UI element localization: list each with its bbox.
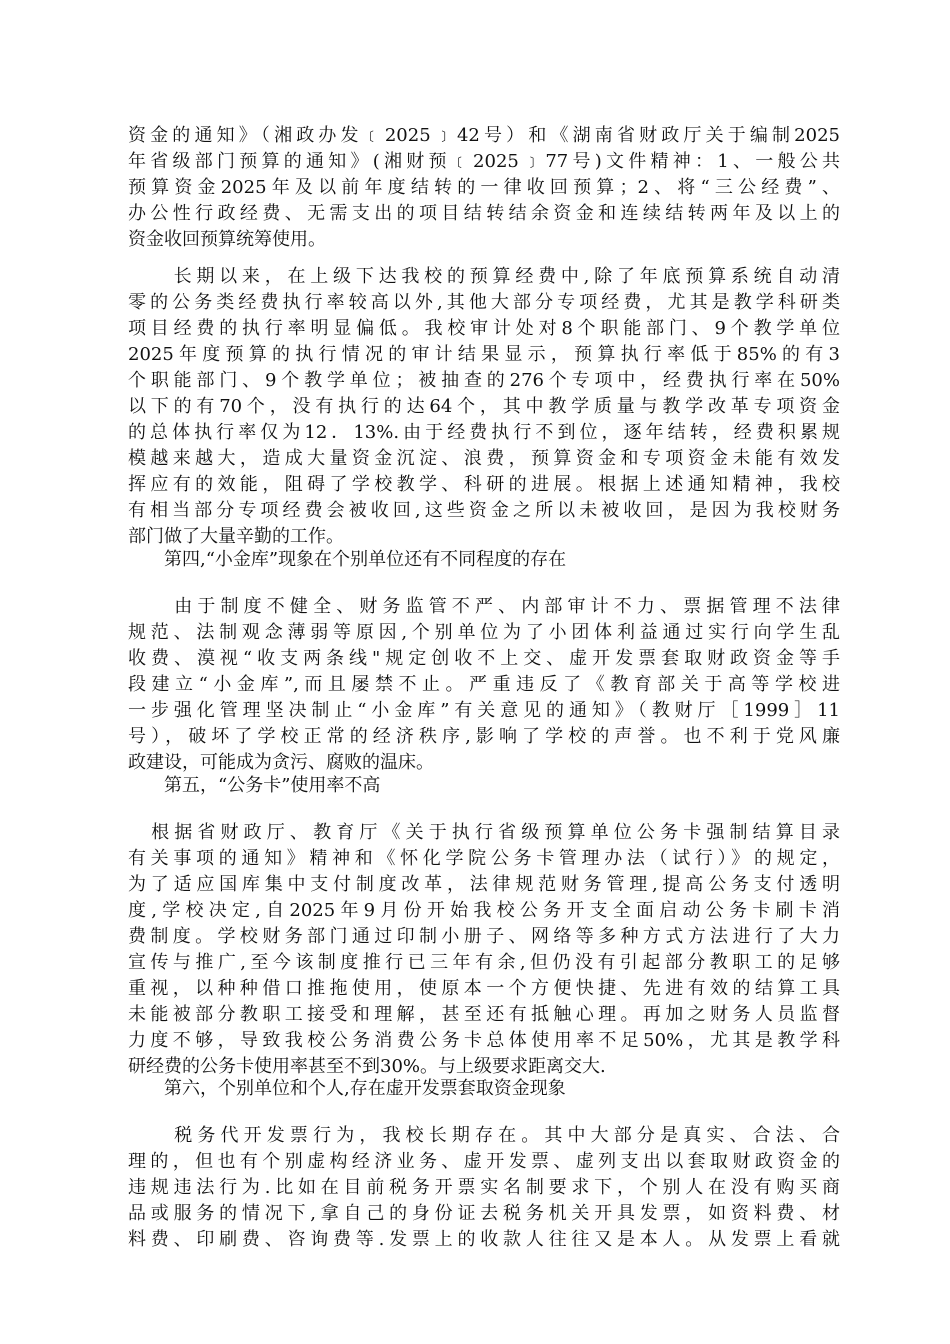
section-heading-sixth (128, 1076, 840, 1102)
heading-line: 第五，“公务卡”使用率不高 (128, 775, 381, 796)
text-line: 模越来越大，造成大量资金沉淀、浪费，预算资金和专项资金未能有效发 (128, 448, 840, 469)
text-line: 为了适应国库集中支付制度改革，法律规范财务管理,提高公务支付透明 (128, 874, 840, 895)
text-line: 长期以来，在上级下达我校的预算经费中,除了年底预算系统自动清 (128, 266, 840, 287)
text-line: 料费、印刷费、咨询费等.发票上的收款人往往又是本人。从发票上看就 (128, 1229, 840, 1250)
text-line: 预算资金2025年及以前年度结转的一律收回预算；2、将“三公经费”、 (128, 177, 840, 198)
text-line: 部门做了大量辛勤的工作。 (128, 526, 344, 547)
text-line: 税务代开发票行为，我校长期存在。其中大部分是真实、合法、合 (128, 1125, 840, 1146)
text-line: 一步强化管理坚决制止“小金库”有关意见的通知》（教财厅［1999］11 (128, 700, 840, 721)
heading-line: 第四,“小金库”现象在个别单位还有不同程度的存在 (128, 549, 567, 570)
text-line: 未能被部分教职工接受和理解，甚至还有抵触心理。再加之财务人员监督 (128, 1004, 840, 1025)
text-line: 有关事项的通知》精神和《怀化学院公务卡管理办法（试行）》的规定， (128, 848, 840, 869)
paragraph-budget-execution (128, 264, 840, 550)
text-line: 根据省财政厅、教育厅《关于执行省级预算单位公务卡强制结算目录 (128, 822, 840, 843)
text-line: 研经费的公务卡使用率甚至不到30%。与上级要求距离交大. (128, 1056, 606, 1077)
text-line: 由于制度不健全、财务监管不严、内部审计不力、票据管理不法律 (128, 596, 840, 617)
text-line: 的总体执行率仅为12．13%.由于经费执行不到位，逐年结转，经费积累规 (128, 422, 840, 443)
text-line: 重视，以种种借口推拖使用，使原本一个方便快捷、先进有效的结算工具 (128, 978, 840, 999)
section-heading-fifth (128, 773, 840, 799)
text-line: 品或服务的情况下,拿自己的身份证去税务机关开具发票，如资料费、材 (128, 1203, 840, 1224)
text-line: 年省级部门预算的通知》(湘财预﹝2025﹞77号)文件精神：1、一般公共 (128, 151, 840, 172)
text-line: 收费、漠视“收支两条线"规定创收不上交、虚开发票套取财政资金等手 (128, 648, 840, 669)
text-line: 零的公务类经费执行率较高以外,其他大部分专项经费，尤其是教学科研类 (128, 292, 840, 313)
text-line: 有相当部分专项经费会被收回,这些资金之所以未被收回，是因为我校财务 (128, 500, 840, 521)
text-line: 政建设，可能成为贪污、腐败的温床。 (128, 752, 434, 773)
text-line: 个职能部门、9个教学单位；被抽查的276个专项中，经费执行率在50% (128, 370, 840, 391)
text-line: 力度不够，导致我校公务消费公务卡总体使用率不足50%，尤其是教学科 (128, 1030, 840, 1051)
paragraph-small-treasury (128, 594, 840, 776)
text-line: 宣传与推广,至今该制度推行已三年有余,但仍没有引起部分教职工的足够 (128, 952, 840, 973)
text-line: 规范、法制观念薄弱等原因,个别单位为了小团体利益通过实行向学生乱 (128, 622, 840, 643)
heading-line: 第六，个别单位和个人,存在虚开发票套取资金现象 (128, 1078, 566, 1099)
text-line: 段建立“小金库”,而且屡禁不止。严重违反了《教育部关于高等学校进 (128, 674, 840, 695)
text-line: 项目经费的执行率明显偏低。我校审计处对8个职能部门、9个教学单位 (128, 318, 840, 339)
text-line: 以下的有70个，没有执行的达64个，其中教学质量与教学改革专项资金 (128, 396, 840, 417)
text-line: 理的，但也有个别虚构经济业务、虚开发票、虚列支出以套取财政资金的 (128, 1151, 840, 1172)
text-line: 办公性行政经费、无需支出的项目结转结余资金和连续结转两年及以上的 (128, 203, 840, 224)
section-heading-fourth (128, 547, 840, 573)
paragraph-official-card (128, 820, 840, 1080)
text-line: 度,学校决定,自2025年9月份开始我校公务开支全面启动公务卡刷卡消 (128, 900, 840, 921)
text-line: 资金的通知》（湘政办发﹝2025﹞42号）和《湖南省财政厅关于编制2025 (128, 125, 840, 146)
text-line: 号），破坏了学校正常的经济秩序,影响了学校的声誉。也不利于党风廉 (128, 726, 840, 747)
text-line: 资金收回预算统筹使用。 (128, 229, 326, 250)
text-line: 挥应有的效能，阻碍了学校教学、科研的进展。根据上述通知精神，我校 (128, 474, 840, 495)
text-line: 2025年度预算的执行情况的审计结果显示，预算执行率低于85%的有3 (128, 344, 840, 365)
text-line: 费制度。学校财务部门通过印制小册子、网络等多种方式方法进行了大力 (128, 926, 840, 947)
text-line: 违规违法行为.比如在目前税务开票实名制要求下，个别人在没有购买商 (128, 1177, 840, 1198)
paragraph-false-invoices (128, 1123, 840, 1253)
paragraph-notice-continuation (128, 123, 840, 253)
